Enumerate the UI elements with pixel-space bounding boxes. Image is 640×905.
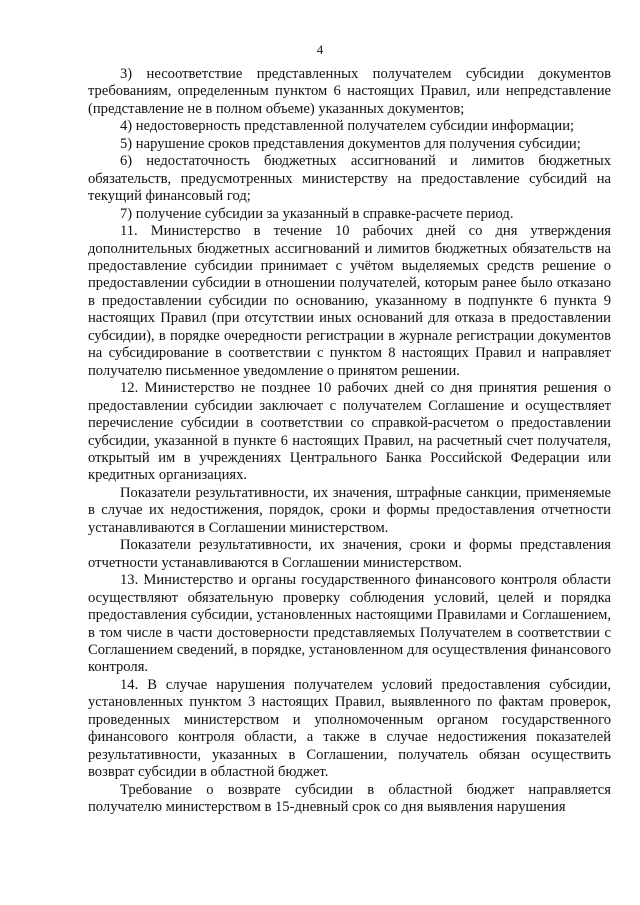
page-number: 4 xyxy=(316,42,324,57)
paragraph-performance-indicators-1: Показатели результативности, их значения, штрафные санкции, применяемые в случае их недостижения, порядок, сроки и формы предоставления отчетности устанавливаются в Соглашении министерством. xyxy=(88,484,611,536)
paragraph-clause-13: 13. Министерство и органы государственного финансового контроля области осуществляют обязательную проверку соблюдения условий, целей и порядка предоставления субсидии, установленных настоящими Правилами и Соглашением, в том числе в части достоверности представляемых Получателем в соответствии с Соглашением сведений, в порядке, установленном для осуществления финансового контроля. xyxy=(88,572,611,676)
paragraph-clause-12: 12. Министерство не позднее 10 рабочих дней со дня принятия решения о предоставлении субсидии заключает с получателем Соглашение и осуществляет перечисление субсидии в соответствии со справкой-расчетом о предоставлении субсидии, указанной в пункте 6 настоящих Правил, на расчетный счет получателя, открытый им в учреждениях Центрального Банка Российской Федерации или кредитных организациях. xyxy=(88,380,611,484)
paragraph-clause-11: 11. Министерство в течение 10 рабочих дней со дня утверждения дополнительных бюджетных ассигнований и лимитов бюджетных обязательств на предоставление субсидии принимает с учётом выделяемых средств решение о предоставлении субсидии в отношении получателей, которым ранее было отказано в предоставлении субсидии по основанию, указанному в подпункте 6 пункта 9 настоящих Правил (при отсутствии иных оснований для отказа в предоставлении субсидии), в порядке очередности регистрации в журнале регистрации документов на субсидирование в соответствии с пунктом 8 настоящих Правил и направляет получателю письменное уведомление о принятом решении. xyxy=(88,223,611,379)
document-body xyxy=(88,66,611,816)
paragraph-subitem-3: 3) несоответствие представленных получателем субсидии документов требованиям, определенным пунктом 6 настоящих Правил, или непредставление (представление не в полном объеме) указанных документов; xyxy=(88,66,611,117)
paragraph-subitem-7: 7) получение субсидии за указанный в справке-расчете период. xyxy=(120,205,514,222)
paragraph-subitem-6: 6) недостаточность бюджетных ассигнований и лимитов бюджетных обязательств, предусмотренных министерству на предоставление субсидий на текущий финансовый год; xyxy=(88,153,611,205)
paragraph-refund-requirement: Требование о возврате субсидии в областной бюджет направляется получателю министерством в 15-дневный срок со дня выявления нарушения xyxy=(88,781,611,816)
paragraph-subitem-4: 4) недостоверность представленной получателем субсидии информации; xyxy=(120,118,575,135)
paragraph-subitem-5: 5) нарушение сроков представления документов для получения субсидии; xyxy=(120,135,581,152)
paragraph-clause-14: 14. В случае нарушения получателем условий предоставления субсидии, установленных пунктом 3 настоящих Правил, выявленного по фактам проверок, проведенных министерством и уполномоченным органом государственного финансового контроля области, а также в случае недостижения показателей результативности, указанных в Соглашении, получатель обязан осуществить возврат субсидии в областной бюджет. xyxy=(88,676,611,781)
paragraph-performance-indicators-2: Показатели результативности, их значения, сроки и формы представления отчетности устанавливаются в Соглашении министерством. xyxy=(88,537,611,571)
